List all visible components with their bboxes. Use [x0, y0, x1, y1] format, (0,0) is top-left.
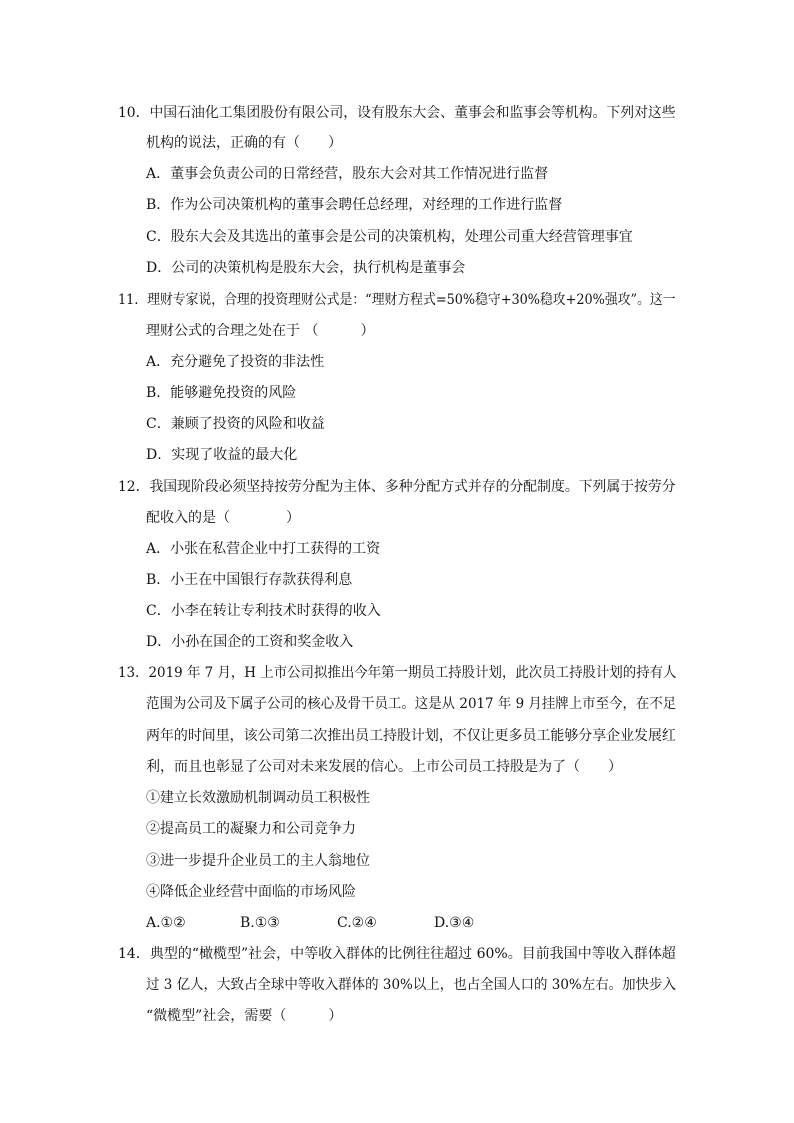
question-12-option-a: A．小张在私营企业中打工获得的工资: [146, 541, 381, 557]
question-10-line-2: 机构的说法，正确的有（ ）: [146, 135, 342, 151]
question-13-line-1: 13．2019 年 7 月，H 上市公司拟推出今年第一期员工持股计划，此次员工持股计划的持有人: [118, 665, 677, 681]
question-13-statement-4: ④降低企业经营中面临的市场风险: [146, 884, 356, 900]
question-12-line-1: 12．我国现阶段必须坚持按劳分配为主体、多种分配方式并存的分配制度。下列属于按劳分: [118, 479, 676, 495]
question-13-choices: [146, 913, 474, 933]
question-13-choice-a: A.①②: [146, 915, 186, 931]
question-13-line-2: 范围为公司及下属子公司的核心及骨干员工。这是从 2017 年 9 月挂牌上市至今，在不足: [146, 696, 677, 712]
question-12-line-2: 配收入的是（ ）: [146, 510, 300, 526]
question-13-line-3: 两年的时间里，该公司第二次推出员工持股计划，不仅让更多员工能够分享企业发展红: [146, 728, 676, 744]
question-13-statement-3: ③进一步提升企业员工的主人翁地位: [146, 853, 370, 869]
question-13-choice-d: D.③④: [434, 915, 475, 931]
question-10-option-a: A．董事会负责公司的日常经营，股东大会对其工作情况进行监督: [146, 166, 549, 182]
question-13-statement-2: ②提高员工的凝聚力和公司竞争力: [146, 821, 356, 837]
question-10-option-d: D．公司的决策机构是股东大会，执行机构是董事会: [146, 260, 466, 276]
question-11-option-c: C．兼顾了投资的风险和收益: [146, 416, 325, 432]
question-10-option-b: B．作为公司决策机构的董事会聘任总经理，对经理的工作进行监督: [146, 197, 563, 213]
question-13-choice-c: C.②④: [337, 915, 377, 931]
question-13-choice-b: B.①③: [240, 915, 280, 931]
question-12-option-b: B．小王在中国银行存款获得利息: [146, 572, 353, 588]
question-12-option-c: C．小李在转让专利技术时获得的收入: [146, 603, 381, 619]
question-11-option-a: A．充分避免了投资的非法性: [146, 354, 325, 370]
question-11-option-b: B．能够避免投资的风险: [146, 385, 297, 401]
question-13-line-4: 利，而且也彰显了公司对未来发展的信心。上市公司员工持股是为了（ ）: [146, 759, 622, 775]
question-11-line-1: 11．理财专家说，合理的投资理财公式是：“理财方程式=50%稳守+30%稳攻+20%强攻”。这一: [118, 292, 676, 308]
question-11-line-2: 理财公式的合理之处在于 （ ）: [146, 323, 375, 339]
question-13-statement-1: ①建立长效激励机制调动员工积极性: [146, 790, 370, 806]
question-12-option-d: D．小孙在国企的工资和奖金收入: [146, 634, 354, 650]
question-14-line-3: “微榄型”社会，需要（ ）: [146, 1008, 343, 1024]
question-14-line-2: 过 3 亿人，大致占全球中等收入群体的 30%以上，也占全国人口的 30%左右。加快步入: [146, 977, 677, 993]
question-11-option-d: D．实现了收益的最大化: [146, 447, 298, 463]
question-14-line-1: 14．典型的“橄榄型”社会，中等收入群体的比例往往超过 60%。目前我国中等收入群体超: [118, 946, 676, 962]
question-10-option-c: C．股东大会及其选出的董事会是公司的决策机构，处理公司重大经营管理事宜: [146, 229, 633, 245]
question-10-line-1: 10．中国石油化工集团股份有限公司，设有股东大会、董事会和监事会等机构。下列对这些: [118, 105, 676, 121]
